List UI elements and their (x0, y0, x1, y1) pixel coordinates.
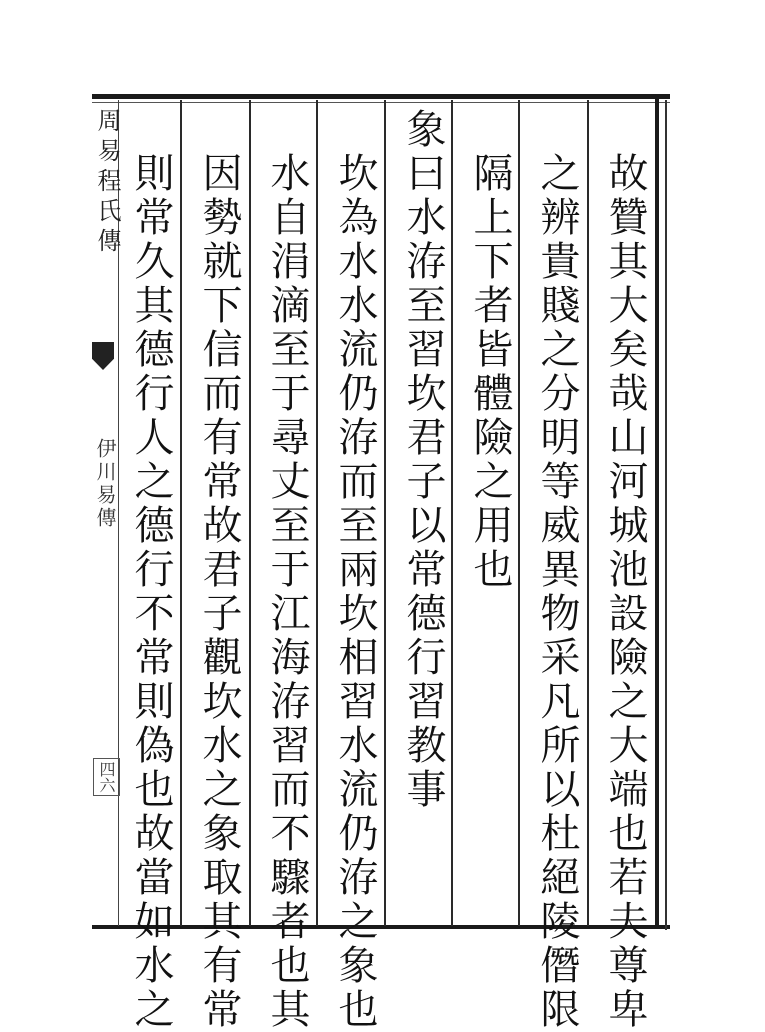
border-right-outer (665, 100, 667, 930)
text-column-3: 隔上下者皆體險之用也 (467, 152, 513, 592)
column-rule (587, 100, 589, 926)
column-rule (518, 100, 520, 926)
text-column-7: 因勢就下信而有常故君子觀坎水之象取其有常 (196, 152, 242, 1032)
text-column-8: 則常久其德行人之德行不常則偽也故當如水之 (128, 152, 174, 1032)
column-rule (249, 100, 251, 926)
column-rule (316, 100, 318, 926)
text-column-2: 之辨貴賤之分明等威異物采凡所以杜絕陵僭限 (534, 152, 580, 1032)
page-number: 四六 (93, 758, 120, 796)
text-column-6: 水自涓滴至于尋丈至于江海洊習而不驟者也其 (264, 152, 310, 1032)
book-title: 伊川易傳 (93, 438, 117, 530)
border-top (92, 94, 670, 99)
text-column-5: 坎為水水流仍洊而至兩坎相習水流仍洊之象也 (332, 152, 378, 1032)
border-top-inner (92, 102, 670, 103)
text-column-4: 象曰水洊至習坎君子以常德行習教事 (400, 108, 446, 812)
text-column-1: 故贊其大矣哉山河城池設險之大端也若夫尊卑 (602, 152, 648, 1032)
column-rule (180, 100, 182, 926)
column-rule (384, 100, 386, 926)
border-right (655, 94, 659, 929)
margin-header: 周易程氏傳 (93, 108, 121, 258)
column-rule (451, 100, 453, 926)
